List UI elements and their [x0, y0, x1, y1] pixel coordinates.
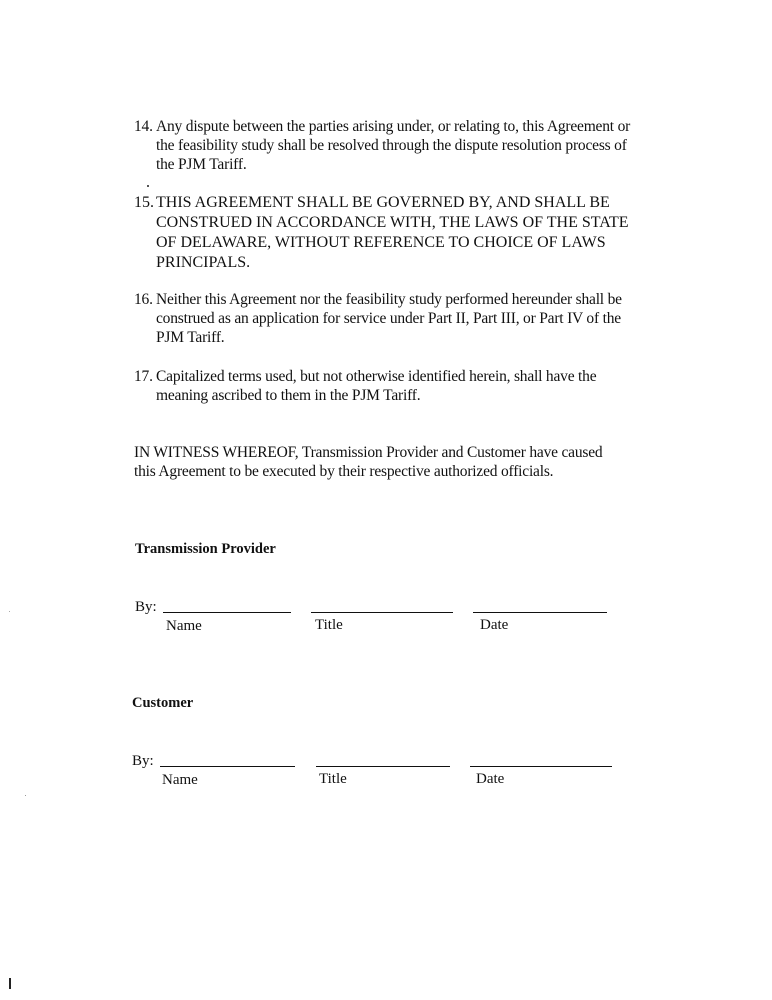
- clause-text: Any dispute between the parties arising under, or relating to, this Agreement or the feasibility study shall be resolved through the dispute resolution process of the PJM Tariff.: [156, 118, 631, 173]
- scan-speck: [25, 795, 26, 796]
- clause-17: [134, 367, 634, 405]
- clause-number: 17.: [134, 368, 153, 385]
- signature-line-name: [160, 766, 295, 767]
- name-label: Name: [166, 618, 202, 634]
- by-label: By:: [132, 753, 154, 769]
- signature-line-title: [316, 766, 450, 767]
- party-heading-transmission-provider: Transmission Provider: [135, 541, 276, 557]
- signature-line-date: [470, 766, 612, 767]
- scan-speck: [9, 611, 10, 612]
- date-label: Date: [480, 617, 509, 633]
- clause-number: 14.: [134, 118, 153, 135]
- by-label: By:: [135, 599, 157, 615]
- signature-line-date: [473, 612, 607, 613]
- clause-text: THIS AGREEMENT SHALL BE GOVERNED BY, AND SHALL BE CONSTRUED IN ACCORDANCE WITH, THE LAWS OF THE STATE OF DELAWARE, WITHOUT REFERENCE TO CHOICE OF LAWS PRINCIPALS.: [156, 194, 629, 271]
- date-label: Date: [476, 771, 505, 787]
- name-label: Name: [162, 772, 198, 788]
- scan-mark: [9, 978, 11, 989]
- title-label: Title: [319, 771, 347, 787]
- clause-text: Capitalized terms used, but not otherwise identified herein, shall have the meaning ascribed to them in the PJM Tariff.: [156, 368, 597, 404]
- signature-line-title: [311, 612, 453, 613]
- witness-paragraph: IN WITNESS WHEREOF, Transmission Provider and Customer have caused this Agreement to be executed by their respective authorized officials.: [134, 444, 603, 480]
- clause-15: [134, 193, 634, 273]
- scan-speck: [147, 185, 149, 187]
- clause-16: [134, 290, 634, 347]
- clause-14: [134, 117, 634, 174]
- signature-line-name: [163, 612, 291, 613]
- clause-number: 16.: [134, 291, 153, 308]
- title-label: Title: [315, 617, 343, 633]
- clause-number: 15.: [134, 194, 154, 211]
- party-heading-customer: Customer: [132, 695, 194, 711]
- clause-text: Neither this Agreement nor the feasibility study performed hereunder shall be construed as an application for service under Part II, Part III, or Part IV of the PJM Tariff.: [156, 291, 622, 346]
